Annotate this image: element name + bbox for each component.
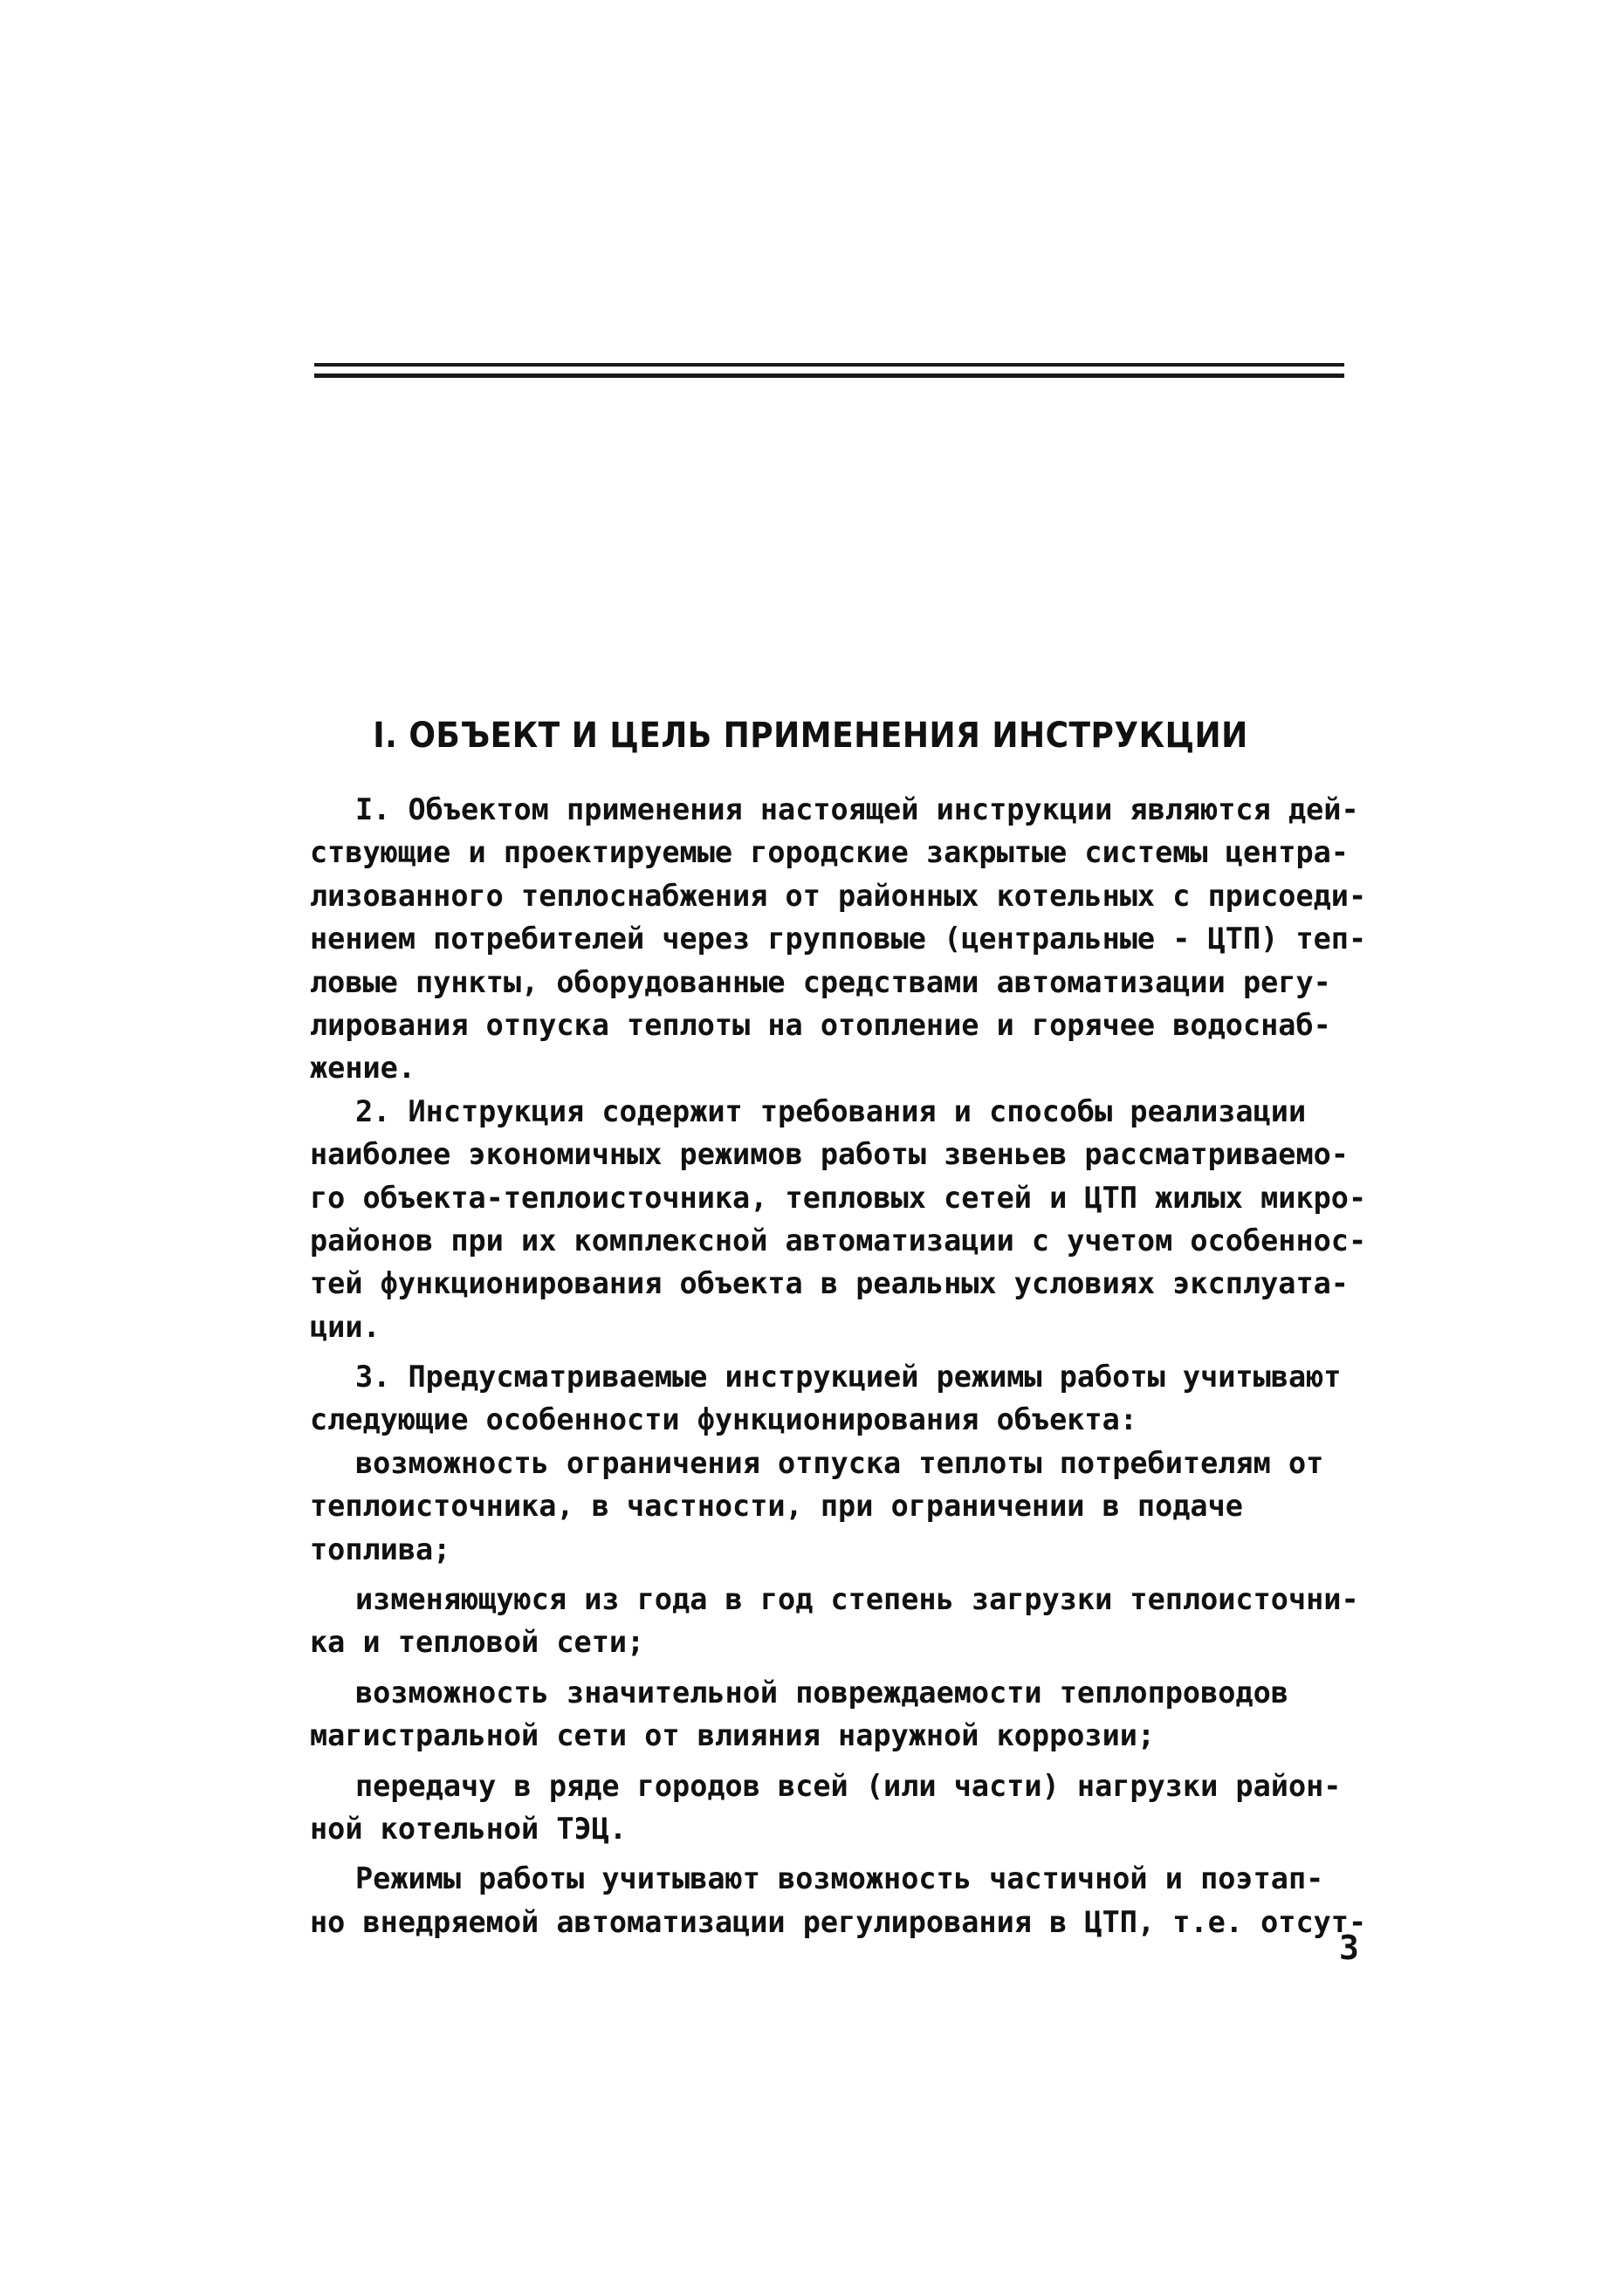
paragraph-4-line-2: но внедряемой автоматизации регулирования в ЦТП, т.е. отсут- — [310, 1904, 1366, 1939]
list-item-4-line-2: ной котельной ТЭЦ. — [310, 1811, 628, 1846]
page-number: 3 — [1339, 1929, 1359, 1967]
list-item-1-line-1: возможность ограничения отпуска теплоты потребителям от — [355, 1445, 1324, 1480]
list-item-3-line-1: возможность значительной повреждаемости теплопроводов — [355, 1675, 1288, 1710]
paragraph-1-line-4: нением потребителей через групповые (центральные - ЦТП) теп- — [310, 922, 1366, 956]
paragraph-3-line-1: 3. Предусматриваемые инструкцией режимы работы учитывают — [355, 1360, 1342, 1395]
paragraph-1-line-6: лирования отпуска теплоты на отопление и горячее водоснаб- — [310, 1007, 1331, 1042]
paragraph-3-line-2: следующие особенности функционирования объекта: — [310, 1402, 1137, 1437]
list-item-2-line-2: ка и тепловой сети; — [310, 1625, 645, 1660]
list-item-1-line-2: теплоисточника, в частности, при ограничении в подаче — [310, 1489, 1243, 1524]
paragraph-4-line-1: Режимы работы учитывают возможность частичной и поэтап- — [355, 1861, 1324, 1896]
list-item-1-line-3: топлива; — [310, 1532, 451, 1566]
paragraph-2-line-4: районов при их комплексной автоматизации с учетом особеннос- — [310, 1223, 1366, 1258]
paragraph-1-line-7: жение. — [310, 1051, 416, 1086]
section-heading: I. ОБЪЕКТ И ЦЕЛЬ ПРИМЕНЕНИЯ ИНСТРУКЦИИ — [373, 716, 1248, 756]
list-item-3-line-2: магистральной сети от влияния наружной коррозии; — [310, 1718, 1156, 1753]
paragraph-1-line-1: I. Объектом применения настоящей инструкции являются дей- — [355, 792, 1359, 826]
body-text — [310, 788, 1366, 1943]
header-rule-bottom — [314, 374, 1344, 378]
paragraph-2-line-3: го объекта-теплоисточника, тепловых сетей и ЦТП жилых микро- — [310, 1180, 1366, 1215]
list-item-4-line-1: передачу в ряде городов всей (или части) нагрузки район- — [355, 1768, 1342, 1803]
list-item-2-line-1: изменяющуюся из года в год степень загрузки теплоисточни- — [355, 1582, 1359, 1617]
paragraph-2-line-6: ции. — [310, 1309, 381, 1344]
paragraph-1-line-2: ствующие и проектируемые городские закрытые системы центра- — [310, 835, 1349, 870]
paragraph-1-line-5: ловые пункты, оборудованные средствами автоматизации регу- — [310, 964, 1331, 999]
paragraph-2-line-1: 2. Инструкция содержит требования и способы реализации — [355, 1093, 1307, 1128]
paragraph-2-line-2: наиболее экономичных режимов работы звеньев рассматриваемо- — [310, 1137, 1349, 1172]
paragraph-1-line-3: лизованного теплоснабжения от районных котельных с присоеди- — [310, 878, 1366, 913]
paragraph-2-line-5: тей функционирования объекта в реальных условиях эксплуата- — [310, 1266, 1349, 1301]
header-rule-top — [314, 363, 1344, 367]
